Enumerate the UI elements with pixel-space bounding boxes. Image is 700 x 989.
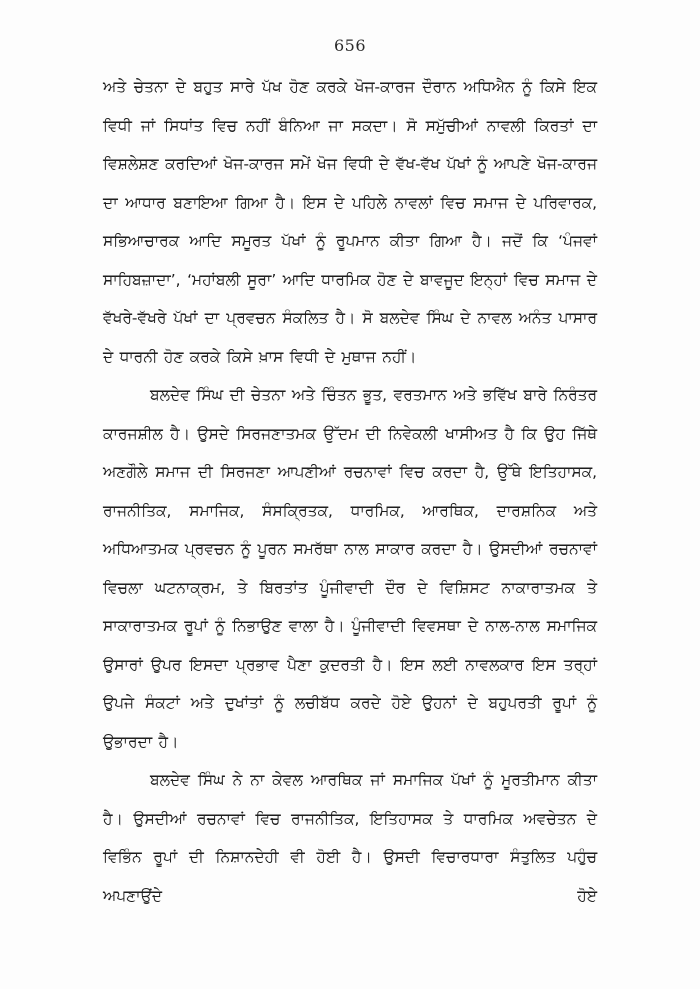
page-number: 656: [333, 36, 367, 55]
page-text-body: [103, 68, 597, 954]
paragraph-3: ਬਲਦੇਵ ਸਿੰਘ ਨੇ ਨਾ ਕੇਵਲ ਆਰਥਿਕ ਜਾਂ ਸਮਾਜਿਕ ਪੱਖਾਂ ਨੂੰ ਮੂਰਤੀਮਾਨ ਕੀਤਾ ਹੈ। ਉਸਦੀਆਂ ਰਚਨਾਵਾਂ ਵਿਚ ਰਾਜਨੀਤਿਕ, ਇਤਿਹਾਸਕ ਤੇ ਧਾਰਮਿਕ ਅਵਚੇਤਨ ਦੇ ਵਿਭਿੰਨ ਰੂਪਾਂ ਦੀ ਨਿਸ਼ਾਨਦੇਹੀ ਵੀ ਹੋਈ ਹੈ। ਉਸਦੀ ਵਿਚਾਰਧਾਰਾ ਸੰਤੁਲਿਤ ਪਹੁੰਚ ਅਪਣਾਉਂਦੇ ਹੋਏ: [103, 771, 597, 905]
paragraph-1: ਅਤੇ ਚੇਤਨਾ ਦੇ ਬਹੁਤ ਸਾਰੇ ਪੱਖ ਹੋਣ ਕਰਕੇ ਖੋਜ-ਕਾਰਜ ਦੌਰਾਨ ਅਧਿਐਨ ਨੂੰ ਕਿਸੇ ਇਕ ਵਿਧੀ ਜਾਂ ਸਿਧਾਂਤ ਵਿਚ ਨਹੀਂ ਬੰਨਿਆ ਜਾ ਸਕਦਾ। ਸੋ ਸਮੁੱਚੀਆਂ ਨਾਵਲੀ ਕਿਰਤਾਂ ਦਾ ਵਿਸ਼ਲੇਸ਼ਣ ਕਰਦਿਆਂ ਖੋਜ-ਕਾਰਜ ਸਮੇਂ ਖੋਜ ਵਿਧੀ ਦੇ ਵੱਖ-ਵੱਖ ਪੱਖਾਂ ਨੂੰ ਆਪਣੇ ਖੋਜ-ਕਾਰਜ ਦਾ ਆਧਾਰ ਬਣਾਇਆ ਗਿਆ ਹੈ। ਇਸ ਦੇ ਪਹਿਲੇ ਨਾਵਲਾਂ ਵਿਚ ਸਮਾਜ ਦੇ ਪਰਿਵਾਰਕ, ਸਭਿਆਚਾਰਕ ਆਦਿ ਸਮੂਰਤ ਪੱਖਾਂ ਨੂੰ ਰੂਪਮਾਨ ਕੀਤਾ ਗਿਆ ਹੈ। ਜਦੋਂ ਕਿ ‘ਪੰਜਵਾਂ ਸਾਹਿਬਜ਼ਾਦਾ’, ‘ਮਹਾਂਬਲੀ ਸੂਰਾ’ ਆਦਿ ਧਾਰਮਿਕ ਹੋਣ ਦੇ ਬਾਵਜੂਦ ਇਨ੍ਹਾਂ ਵਿਚ ਸਮਾਜ ਦੇ ਵੱਖਰੇ-ਵੱਖਰੇ ਪੱਖਾਂ ਦਾ ਪ੍ਰਵਚਨ ਸੰਕਲਿਤ ਹੈ। ਸੋ ਬਲਦੇਵ ਸਿੰਘ ਦੇ ਨਾਵਲ ਅਨੰਤ ਪਾਸਾਰ ਦੇ ਧਾਰਨੀ ਹੋਣ ਕਰਕੇ ਕਿਸੇ ਖ਼ਾਸ ਵਿਧੀ ਦੇ ਮੁਥਾਜ ਨਹੀਂ।: [103, 78, 597, 366]
paragraph-2: ਬਲਦੇਵ ਸਿੰਘ ਦੀ ਚੇਤਨਾ ਅਤੇ ਚਿੰਤਨ ਭੂਤ, ਵਰਤਮਾਨ ਅਤੇ ਭਵਿੱਖ ਬਾਰੇ ਨਿਰੰਤਰ ਕਾਰਜਸ਼ੀਲ ਹੈ। ਉਸਦੇ ਸਿਰਜਣਾਤਮਕ ਉੱਦਮ ਦੀ ਨਿਵੇਕਲੀ ਖਾਸੀਅਤ ਹੈ ਕਿ ਉਹ ਜਿੱਥੇ ਅਣਗੌਲੇ ਸਮਾਜ ਦੀ ਸਿਰਜਣਾ ਆਪਣੀਆਂ ਰਚਨਾਵਾਂ ਵਿਚ ਕਰਦਾ ਹੈ, ਉੱਥੇ ਇਤਿਹਾਸਕ, ਰਾਜਨੀਤਿਕ, ਸਮਾਜਿਕ, ਸੰਸਕ੍ਰਿਤਕ, ਧਾਰਮਿਕ, ਆਰਥਿਕ, ਦਾਰਸ਼ਨਿਕ ਅਤੇ ਅਧਿਆਤਮਕ ਪ੍ਰਵਚਨ ਨੂੰ ਪੂਰਨ ਸਮਰੱਥਾ ਨਾਲ ਸਾਕਾਰ ਕਰਦਾ ਹੈ। ਉਸਦੀਆਂ ਰਚਨਾਵਾਂ ਵਿਚਲਾ ਘਟਨਾਕ੍ਰਮ, ਤੇ ਬਿਰਤਾਂਤ ਪੂੰਜੀਵਾਦੀ ਦੌਰ ਦੇ ਵਿਸ਼ਿਸਟ ਨਾਕਾਰਾਤਮਕ ਤੇ ਸਾਕਾਰਾਤਮਕ ਰੂਪਾਂ ਨੂੰ ਨਿਭਾਉਣ ਵਾਲਾ ਹੈ। ਪੂੰਜੀਵਾਦੀ ਵਿਵਸਥਾ ਦੇ ਨਾਲ-ਨਾਲ ਸਮਾਜਿਕ ਉਸਾਰਾਂ ਉਪਰ ਇਸਦਾ ਪ੍ਰਭਾਵ ਪੈਣਾ ਕੁਦਰਤੀ ਹੈ। ਇਸ ਲਈ ਨਾਵਲਕਾਰ ਇਸ ਤਰ੍ਹਾਂ ਉਪਜੇ ਸੰਕਟਾਂ ਅਤੇ ਦੁਖਾਂਤਾਂ ਨੂੰ ਲਚੀਬੱਧ ਕਰਦੇ ਹੋਏ ਉਹਨਾਂ ਦੇ ਬਹੁਪਰਤੀ ਰੂਪਾਂ ਨੂੰ ਉਭਾਰਦਾ ਹੈ।: [103, 386, 597, 751]
